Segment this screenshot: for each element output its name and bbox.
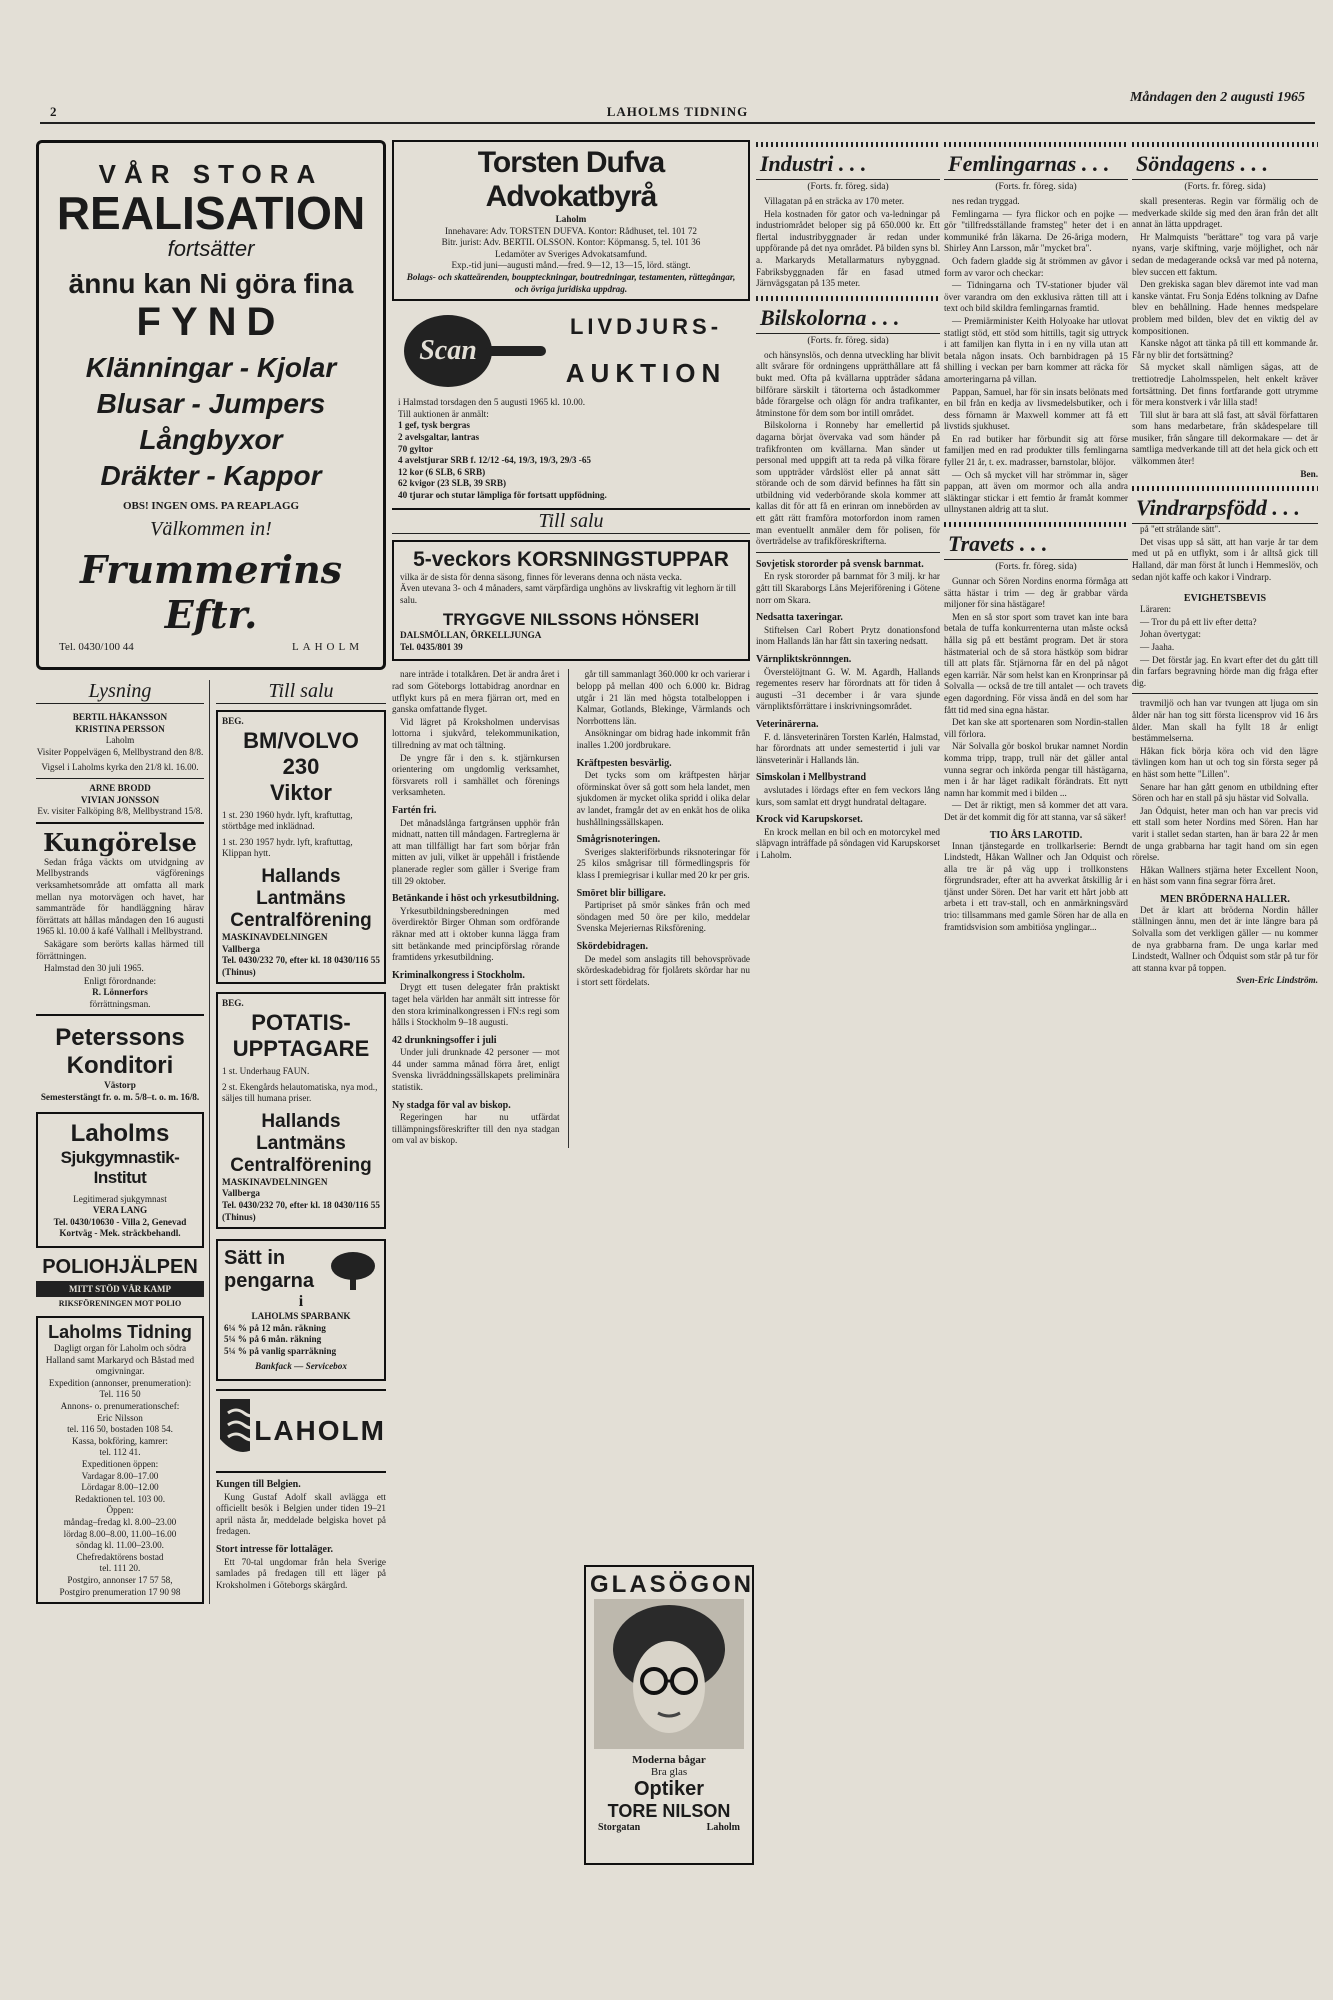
mid-c1-h2: Betänkande i höst och yrkesutbildning.: [392, 893, 559, 905]
lysning-name-2a: ARNE BRODD: [89, 782, 151, 793]
femlingarnas-p-2: Femlingarna — fyra flickor och en pojke — gör "tillfredsställande framsteg" heter det i en kommuniké från läkarna. De 26-åriga modern, Shirley Ann Larsson, mår "mycket bra".: [944, 208, 1128, 254]
realisation-item-4: Dräkter - Kappor: [100, 460, 322, 491]
sondagens-p-4: Kanske något att tänka på till ett kommande år. Får ny blir det fortsättning?: [1132, 338, 1318, 360]
page-header: [40, 90, 1315, 124]
advokat-l5: Bolags- och skatteärenden, bouppteckningar, boutredningar, testamenten, rättegångar, och övriga juridiska uppdrag.: [406, 271, 736, 294]
mid-c1-p2: Vid lägret på Kroksholmen undervisas lottorna i sjukvård, telekommunikation, tillredning av mat och tältning.: [392, 716, 560, 751]
advokat-l1: Innehavare: Adv. TORSTEN DUFVA. Kontor: Rådhuset, tel. 101 72: [444, 225, 698, 236]
glasogon-l2: Bra glas: [650, 1766, 688, 1778]
mid-c2-h2: Smågrisnoteringen.: [576, 834, 661, 846]
volvo-org5: Vallberga: [222, 943, 260, 954]
kyckling-title: 5-veckors KORSNINGSTUPPAR: [413, 547, 729, 571]
femlingarnas-title: Femlingarnas . . .: [944, 149, 1128, 180]
glasogon-l4: TORE NILSON: [607, 1801, 731, 1821]
auktion-item-1: 1 gef, tysk bergras: [398, 420, 470, 431]
lysning-visit-1: Visiter Poppelvägen 6, Mellbystrand den 8/8.: [36, 746, 204, 757]
realisation-obs: OBS! INGEN OMS. PA REAPLAGG: [122, 500, 300, 512]
tree-icon: [328, 1250, 378, 1290]
tidning-row-6: Kassa, bokföring, kamrer:: [72, 1435, 168, 1446]
glasogon-ad: [584, 1565, 754, 1865]
lysning-visit-2: Ev. visiter Falköping 8/8, Mellbystrand 15/8.: [37, 806, 203, 817]
auktion-item-7: 40 tjurar och stutar lämpliga för fortsatt uppfödning.: [398, 489, 607, 500]
advokat-l3: Ledamöter av Sveriges Advokatsamfund.: [494, 248, 648, 259]
auktion-title2: AUKTION: [565, 357, 727, 388]
auktion-item-6: 62 kvigor (23 SLB, 39 SRB): [398, 478, 507, 489]
sparbank-name: LAHOLMS SPARBANK: [251, 1311, 351, 1322]
mid-c1-b4: Under juli drunknade 42 personer — mot 44 under samma månad förra året, enligt Svenska livräddningssällskapets preliminära statistik.: [392, 1047, 560, 1093]
tidning-row-16: Chefredaktörens bostad: [76, 1551, 164, 1562]
volvo-title: BM/VOLVO 230: [243, 727, 359, 779]
c3-h5: Simskolan i Mellbystrand: [756, 772, 867, 784]
kyckling-name: TRYGGVE NILSSONS HÖNSERI: [442, 610, 700, 630]
industri-p2: Hela kostnaden för gator och va-ledningar på industriområdet beloper sig på 650.000 kr. Ett flertal industribyggnader är redan under uppförande på det nya området. På bilden syns bl. a. Markaryds Metallarmaturs nybyggnad. Fabriksbyggnaden får en fasad utmed Järnvägsgatan på 135 meter.: [756, 208, 940, 289]
tidning-row-10: Lördagar 8.00–12.00: [81, 1482, 159, 1493]
glasogon-l6: Laholm: [706, 1822, 740, 1833]
tidning-row-5: tel. 116 50, bostaden 108 54.: [67, 1424, 173, 1435]
realisation-title: REALISATION: [56, 187, 366, 239]
industri-forts: (Forts. fr. föreg. sida): [807, 182, 889, 192]
c3-b3: Överstelöjtnant G. W. M. Agardh, Hallands regementes reserv har förordnats att för tiden å augusti –31 december i år vara sjunde värnpliktsförrättare i inskrivningsområdet.: [756, 666, 940, 712]
coat-of-arms-icon: [216, 1395, 250, 1467]
woman-with-glasses-image: [594, 1599, 744, 1749]
mid-c2-h4: Skördebidragen.: [576, 940, 648, 952]
volvo-beg: BEG.: [222, 716, 244, 726]
volvo-title2: Viktor: [270, 779, 332, 805]
right-body-p-3: Senare har han gått genom en utbildning efter Sören och har en stall på sju hästar vid Solvalla.: [1132, 781, 1318, 804]
auktion-intro: i Halmstad torsdagen den 5 augusti 1965 kl. 10.00.: [398, 397, 586, 408]
bilskolorna-p2: Bilskolorna i Ronneby har emellertid på dagarna börjat övervaka vad som händer på trafikfronten om kvällarna. Man sänder ut personal med uppgift att ta reda på vilka förare som uppträder vårdslöst eller på annat sätt störande och de som därvid befinnes ha fått sin utbildning vid vederbörande skola kommer att kallas dit för att få en erinran om innebörden av ett gått rätt framföra motorfordon inom ramen man eventuellt anmäler dem för polisen, för överträdelse av trafikföreskrifterna.: [756, 420, 940, 547]
tidning-row-9: Vardagar 8.00–17.00: [81, 1470, 159, 1481]
auktion-item-2: 2 avelsgaltar, lantras: [398, 431, 480, 442]
volvo-item-1: 1 st. 230 1960 hydr. lyft, kraftuttag, störtbåge med inklädnad.: [222, 809, 353, 832]
advokat-title: Torsten Dufva Advokatbyrå: [477, 146, 665, 213]
c3-b6: En krock mellan en bil och en motorcykel med släpvagn inträffade på söndagen vid Karupskorset i Laholm.: [756, 826, 940, 860]
right-body-p-4: Jan Ödquist, heter man och han var precis vid ett stall som heter Nordins med Sören. Han har varit i stallet sedan starten, han är bara 22 år men de unga grabbarna har tagit hand om sin egen rörelse.: [1132, 805, 1318, 863]
c3-h4: Veterinärerna.: [756, 718, 819, 730]
lysning-vigsel: Vigsel i Laholms kyrka den 21/8 kl. 16.00.: [41, 762, 199, 773]
mid-c1-b2: Yrkesutbildningsberedningen med överdirektör Birger Ohman som ordförande räknar med att i oktober kunna lägga fram sitt betänkande med principförslag rörande framtidens yrkesutbildning.: [392, 905, 560, 963]
mid-c2-p2: Ansökningar om bidrag hade inkommit från inalles 1.200 jordbrukare.: [576, 728, 750, 751]
glasogon-l1: Moderna bågar: [632, 1754, 706, 1766]
c3-h2: Nedsatta taxeringar.: [756, 612, 843, 624]
realisation-line3: fortsätter: [167, 236, 255, 261]
kyckling-addr: DALSMÖLLAN, ÖRKELLJUNGA: [400, 630, 542, 641]
potatis-org6: Tel. 0430/232 70, efter kl. 18 0430/116 55 (Thinus): [222, 1199, 380, 1222]
kungorelse-text2: Sakägare som berörts kallas härmed till förrättningen.: [36, 938, 204, 961]
laholm-wordmark: LAHOLM: [254, 1415, 386, 1447]
mid-c1-b1: Det månadslånga fartgränsen upphör från midnatt, natten till måndagen. Fartreglerna är att man tillfälligt har fart som börjar från mitten av juli, vilket är uppehåll i fristående planerade regler som gäller i Sverige fram till 29 oktober.: [392, 817, 560, 886]
tidning-sub: Dagligt organ för Laholm och södra Halland samt Markaryd och Båstad med omgivningar.: [45, 1343, 195, 1377]
issue-date: Måndagen den 2 augusti 1965: [1129, 90, 1305, 105]
sparbank-rate-3: 5¼ % på vanlig sparräkning: [224, 1345, 337, 1356]
sondagens-p-2: Hr Malmquists "berättare" tog vara på varje nyans, varje skiftning, varje möjlighet, och när sedan de medagerande också var med på noterna, blev succen ett faktum.: [1132, 231, 1318, 277]
sondagens-title: Söndagens . . .: [1132, 149, 1318, 180]
sjukgym-l5: Tel. 0430/10630 - Villa 2, Genevad: [53, 1216, 187, 1227]
tio-ar-title: TIO ÅRS LAROTID.: [989, 829, 1083, 841]
right-body-p-1: travmiljö och han var tvungen att ljuga om sin ålder när han tog sitt första licensprov vid 16 års ålder. Man skall ha fyllt 18 år enligt bestämmelserna.: [1132, 698, 1318, 744]
femlingarnas-p-7: En rad butiker har förbundit sig att förse familjen med en rad produkter tills femlingarna fyller 21 år, t. ex. madrasser, barnstolar, blöjor.: [944, 433, 1128, 468]
mid-c2-b4: De medel som anslagits till behovsprövade skördeskadebidrag för fjolårets skördar har nu i stort sett fördelats.: [576, 953, 750, 987]
lysning-title: Lysning: [36, 680, 204, 704]
evighet-p-1: Läraren:: [1140, 604, 1172, 615]
kungorelse-name: R. Lönnerfors: [92, 987, 148, 998]
bilskolorna-forts: (Forts. fr. föreg. sida): [807, 335, 889, 346]
tidning-row-8: Expeditionen öppen:: [81, 1458, 159, 1469]
femlingarnas-p-8: — Och så mycket vill har strömmar in, säger pappan, att även om mormor och alla andra släktingar stickar i ett femtio år framåt kommer ullnystanen aldrig att ta slut.: [944, 469, 1128, 515]
auktion-title1: LIVDJURS-: [569, 313, 723, 339]
femlingarnas-p-3: Och fadern gladde sig åt strömmen av gåvor i form av varor och checkar:: [944, 255, 1128, 278]
mid-c2-h3: Smöret blir billigare.: [576, 887, 666, 899]
industri-title: Industri . . .: [756, 149, 940, 180]
potatis-title2: UPPTAGARE: [232, 1035, 370, 1061]
kungorelse-text: Sedan fråga väckts om utvidgning av Mellbystrands vägförenings verksamhetsområde att omfatta all mark mellan nya motorvägen och havet, har sammanträde för handläggning härav förrättats att hållas måndagen den 16 augusti 1965 kl. 10.00 å kafé Vallhall i Mellbystrand.: [36, 856, 204, 937]
page-number: 2: [50, 104, 57, 119]
men-text: Det är klart att bröderna Nordin håller ställningen ännu, men det är inte längre bara på Solvalla som det verkligen gäller — nu kommer de nya grabbarna fram. De unga karlar med Lindstedt, Wallner och Ödquist som står på tur för att stanna kvar på toppen.: [1132, 904, 1318, 973]
sparbank-l2: pengarna: [224, 1270, 315, 1293]
sparbank-rate-2: 5¼ % på 6 mån. räkning: [224, 1334, 322, 1345]
femlingarnas-p-1: nes redan tryggad.: [952, 196, 1020, 206]
sondagens-p-6: Till slut är bara att slå fast, att såväl författaren som hans medarbetare, från skådespelare till musiker, från sångare till dekormakare — det är samtliga medverkande till att det hela gick och ett välkommen åter!: [1132, 409, 1318, 467]
lysning-name-1b: KRISTINA PERSSON: [75, 723, 165, 734]
kyckling-tel: Tel. 0435/801 39: [400, 641, 463, 652]
evighet-p-3: Johan övertygat:: [1140, 629, 1201, 640]
kungen-head: Kungen till Belgien.: [216, 1479, 301, 1491]
vindrarp-p1: på "ett strålande sätt".: [1140, 524, 1221, 535]
mid-c1-h5: Ny stadga för val av biskop.: [392, 1099, 511, 1111]
left-ad-column: [36, 140, 386, 1980]
auktion-item-5: 12 kor (6 SLB, 6 SRB): [398, 466, 486, 477]
tidning-row-15: söndag kl. 11.00–23.00.: [76, 1540, 164, 1551]
mid-c1-p1: nare inträde i totalkåren. Det är andra året i rad som Göteborgs lottabidrag anordnar en utflykt kurs på en mera fjärran ort, med en ganska omfattande flyget.: [392, 669, 560, 715]
potatis-org2: Lantmäns: [256, 1132, 346, 1154]
mid-c1-h1: Fartén fri.: [392, 805, 437, 816]
travets-title: Travets . . .: [944, 529, 1128, 560]
bilskolorna-title: Bilskolorna . . .: [756, 303, 940, 334]
sjukgym-l1: Laholms: [70, 1119, 170, 1147]
industri-p1: Villagatan på en sträcka av 170 meter.: [764, 196, 905, 206]
volvo-org4: MASKINAVDELNINGEN: [222, 931, 328, 942]
volvo-org2: Lantmäns: [256, 887, 346, 909]
mid-c1-h4: 42 drunkningsoffer i juli: [392, 1034, 497, 1046]
tidning-row-14: lördag 8.00–8.00, 11.00–16.00: [63, 1528, 177, 1539]
tidning-title: Laholms Tidning: [48, 1322, 192, 1343]
konditori-closed: Semesterstängt fr. o. m. 5/8–t. o. m. 16/8.: [40, 1092, 200, 1103]
kyckling-text: vilka är de sista för denna säsong, finnes för leverans denna och nästa vecka.: [400, 571, 682, 582]
sondagens-sign: Ben.: [1300, 468, 1318, 479]
bilskolorna-p1: och hänsynslös, och denna utveckling har blivit allt svårare för ordningens upprätthållare att få bukt med. Ofta på kvällarna uppträder sådana bilförare särskilt i tätorterna och åstadkommer både förargelse och olägn för andra trafikanter, åtminstone för dem som bor intill området.: [756, 349, 940, 418]
potatis-beg: BEG.: [222, 998, 244, 1009]
c3-h6: Krock vid Karupskorset.: [756, 814, 863, 826]
right-body-p-2: Håkan fick börja köra och vid den lägre tävlingen kom han ut och tog sin första seger på en häst som hette "Lillen".: [1132, 745, 1318, 779]
glasogon-l5: Storgatan: [598, 1822, 641, 1833]
realisation-item-2: Blusar - Jumpers: [96, 388, 326, 419]
tidning-row-18: Postgiro, annonser 17 57 58,: [67, 1574, 173, 1585]
femlingarnas-forts: (Forts. fr. föreg. sida): [995, 182, 1077, 192]
tidning-row-7: tel. 112 41.: [99, 1447, 141, 1458]
mid-c1-p3: De yngre får i den s. k. stjärnkursen orientering om ungdomlig verksamhet, försvarets roll i samhället och förenings verksamheten.: [392, 752, 560, 798]
sparbank-rate-1: 6¼ % på 12 mån. räkning: [224, 1322, 326, 1333]
c3-b4: F. d. länsveterinären Torsten Karlén, Halmstad, har förordnats att under semestertid i juli var länsveterinär i Hallands län.: [756, 731, 940, 765]
tio-ar-text: Innan tjänstegarde en trollkarlserie: Berndt Lindstedt, Håkan Wallner och Jan Odquist och alla tre är på väg upp i trollkonstens förgrundsrader, efter att ha avverkat åtskillig år i tjänst under Sören. Det har varit ett hårt jobb att arbeta i ett trav-stall, och en anmärkningsvärd trio: tillsammans med gamle Sören har de alla en framtidsvision som ambitiösa ynglingar...: [944, 840, 1128, 932]
potatis-org4: MASKINAVDELNINGEN: [222, 1176, 328, 1187]
realisation-fynd: FYND: [136, 300, 286, 344]
c3-h3: Värnpliktskrönnngen.: [756, 654, 852, 665]
potatis-org1: Hallands: [261, 1110, 341, 1132]
potatis-item-2: 2 st. Ekengårds helautomatiska, nya mod., säljes till humana priser.: [222, 1081, 378, 1104]
potatis-org5: Vallberga: [222, 1188, 260, 1199]
mid-c2-h1: Kräftpesten besvärlig.: [576, 757, 672, 769]
sjukgym-l6: Kortväg - Mek. sträckbehandl.: [59, 1228, 181, 1239]
realisation-town: LAHOLM: [291, 641, 363, 653]
scan-text: Scan: [419, 335, 477, 367]
mid-c1-h3: Kriminalkongress i Stockholm.: [392, 969, 525, 981]
men-title: MEN BRÖDERNA HALLER.: [1160, 893, 1290, 905]
evighet-title: EVIGHETSBEVIS: [1183, 593, 1267, 605]
kungorelse-date: Halmstad den 30 juli 1965.: [44, 963, 144, 974]
advokat-town: Laholm: [555, 214, 587, 224]
sparbank-services: Bankfack — Servicebox: [255, 1361, 347, 1372]
tidning-row-12: Öppen:: [106, 1505, 134, 1516]
lotta-text: Ett 70-tal ungdomar från hela Sverige samlades på fredagen till ett läger på Kroksholmen i Göteborgs skärgård.: [216, 1556, 386, 1590]
glasogon-title: GLASÖGON: [590, 1571, 755, 1598]
tidning-info: [36, 1316, 204, 1604]
lysning-name-1a: BERTIL HÅKANSSON: [72, 712, 168, 722]
tidning-row-4: Eric Nilsson: [97, 1412, 143, 1423]
kungen-text: Kung Gustaf Adolf skall avlägga ett officiellt besök i Belgien under tiden 19–21 april nästa år, meddelade belgiska hovet på fredagen.: [216, 1491, 386, 1537]
volvo-item-2: 1 st. 230 1957 hydr. lyft, kraftuttag, Klippan hytt.: [222, 836, 353, 859]
realisation-item-1: Klänningar - Kjolar: [85, 352, 337, 383]
potatis-item-1: 1 st. Underhaug FAUN.: [222, 1065, 310, 1076]
travets-p-4: När Solvalla gör boskol brukar namnet Nordin komma tripp, trapp, trull när det gäller antal vunna segrar och inkörda pengar till hästägarna, men i år har läget radikalt förändrats. Ett nytt namn har kommit med i bilden ...: [944, 741, 1128, 798]
sjukgym-l4: VERA LANG: [92, 1205, 148, 1216]
mid-c2-b1: Det tycks som om kräftpesten härjar oförminskat över så gott som hela landet, men sjukdomen är mycket olika spridd i olika delar av landet, framgår det av en enkät hos de olika hushållningssällskapen.: [576, 770, 750, 827]
lotta-head: Stort intresse för lottaläger.: [216, 1544, 334, 1556]
c3-h1: Sovjetisk stororder på svensk barnmat.: [756, 558, 924, 570]
kungorelse-title: Kungörelse: [43, 827, 197, 857]
kyckling-ad: [392, 540, 750, 662]
sondagens-p-1: skall presenteras. Regin var förmälig och de medverkade skilde sig med den äran från det allt annat än lätta uppdraget.: [1132, 196, 1318, 230]
volvo-org1: Hallands: [261, 865, 341, 887]
vindrarp-title: Vindrarpsfödd . . .: [1132, 493, 1318, 524]
auktion-sub: Till auktionen är anmält:: [398, 408, 489, 419]
femlingarnas-p-6: Pappan, Samuel, har för sin insats belönats med en bil från en kedja av livsmedelsbutiker, och i dess förnamn är Maxwell kommer att få ett livstids sjukhuset.: [944, 386, 1128, 432]
sparbank-l3: i: [298, 1293, 304, 1311]
kungorelse-auth: Enligt förordnande:: [83, 975, 157, 986]
potatis-org3: Centralförening: [230, 1154, 372, 1176]
mid-c1-b3: Drygt ett tusen delegater från praktiskt taget hela världen har anmält sitt intresse för den stora kriminalkongressen i FN:s regi som hålls i Stockholm 9–18 augusti.: [392, 982, 560, 1028]
kyckling-text2: Även utevana 3- och 4 månaders, samt värpfärdiga unghöns av livskraftig vit leghorn är till salu.: [400, 583, 737, 605]
right-sign: Sven-Eric Lindström.: [1236, 975, 1318, 986]
advokat-l2: Bitr. jurist: Adv. BERTIL OLSSON. Kontor: Köpmansg. 5, tel. 101 36: [441, 237, 701, 248]
tillsalu2-title: Till salu: [392, 508, 750, 534]
column-4: [944, 140, 1128, 1980]
paper-name: LAHOLMS TIDNING: [606, 104, 749, 119]
tidning-row-1: Expedition (annonser, prenumeration):: [48, 1377, 192, 1388]
frummerins-logo: Frummerins Eftr.: [79, 547, 343, 637]
lysning-name-2b: VIVIAN JONSSON: [80, 794, 160, 805]
evighet-p-5: — Det förstår jag. En kvart efter det du gått till din farfars begravning hörde man dig fråga efter dig.: [1132, 654, 1318, 688]
tidning-row-11: Redaktionen tel. 103 00.: [74, 1493, 166, 1504]
travets-p-3: Det kan ske att sportenaren som Nordin-stallen vill förlora.: [944, 717, 1128, 739]
auktion-item-4: 4 avelstjurar SRB f. 12/12 -64, 19/3, 19/3, 29/3 -65: [398, 455, 592, 466]
femlingarnas-p-4: — Tidningarna och TV-stationer bjuder väl över varandra om den exklusiva rätten till att i text och bild skildra femlingarnas framtid.: [944, 280, 1128, 314]
tidning-row-13: måndag–fredag kl. 8.00–23.00: [63, 1516, 177, 1527]
c3-b2: Stiftelsen Carl Robert Prytz donationsfond inom Hallands län har fått sin taxering nedsatt.: [756, 624, 940, 647]
potatis-title: POTATIS-: [251, 1009, 351, 1035]
travets-p-5: — Det är riktigt, men så kommer det att vara. Det är det kommit dig för att stanna, var så säker!: [944, 800, 1128, 822]
sparbank-l1: Sätt in: [224, 1247, 286, 1270]
konditori-ad: [36, 1020, 204, 1107]
sondagens-p-3: Den grekiska sagan blev däremot inte vad man kanske väntat. Fru Sonja Edéns tolkning av Dafne blev en behållning. Hade hennes medspelare problem med bilden, blev det en viktig del av kompositionen.: [1132, 279, 1318, 336]
sjukgym-l3: Legitimerad sjukgymnast: [73, 1193, 167, 1204]
volvo-ad: [216, 710, 386, 984]
advokat-ad: [392, 140, 750, 301]
tillsalu-title: Till salu: [216, 680, 386, 704]
travets-p-2: Men en så stor sport som travet kan inte bara betala de tuffa konkurrenterna utan måste också hålla sig på ett bestämt program. Det är stora hästmaterial och de så stora hästköp som bidrar till att plats får. Stjärnorna får en del på något egen karriär. När som helst kan en Kronprinsar på Solvalla — också de tre till antalet — och travets egen dagordning. För vissa ändå en del som har fått tid med sina egna hästar.: [944, 611, 1128, 715]
konditori-place: Västorp: [104, 1080, 136, 1091]
lysning-town: Laholm: [105, 735, 135, 746]
realisation-item-3: Långbyxor: [139, 424, 283, 455]
femlingarnas-p-5: — Premiärminister Keith Holyoake har utlovat statligt stöd, ett stöd som hittills, tagit sig uttryck i att familjen kan flytta in i en ny villa utan att betala någon insats. Och barnbidragen på 15 shilling i veckan per barn kommer att räcka för amorteringarna på villan.: [944, 315, 1128, 384]
travets-p-1: Gunnar och Sören Nordins enorma förmåga att sätta hästar i trim — deg är grabbar värda miljoner för sina hästägare!: [944, 576, 1128, 610]
mid-c2-b2: Sveriges slakteriförbunds riksnoteringar för 25 kilos smågrisar till förmedlingspris för klass I premiegrisar i kullar med 20 kr per gris.: [576, 846, 750, 880]
polio-org: RIKSFÖRENINGEN MOT POLIO: [58, 1299, 182, 1309]
polio-banner: MITT STÖD VÅR KAMP: [36, 1281, 204, 1297]
sondagens-forts: (Forts. fr. föreg. sida): [1184, 182, 1266, 192]
potatis-ad: [216, 992, 386, 1229]
auktion-ad: [392, 311, 750, 501]
realisation-tel: Tel. 0430/100 44: [59, 641, 134, 653]
tidning-row-2: Tel. 116 50: [99, 1389, 141, 1400]
realisation-line4: ännu kan Ni göra fina: [68, 268, 354, 299]
volvo-org3: Centralförening: [230, 909, 372, 931]
column-5: [1132, 140, 1318, 1980]
tidning-row-3: Annons- o. prenumerationschef:: [60, 1401, 180, 1411]
evighet-p-2: — Tror du på ett liv efter detta?: [1140, 616, 1257, 627]
tidning-row-17: tel. 111 20.: [99, 1563, 141, 1574]
realisation-ad: [36, 140, 386, 670]
polio-ad: [36, 1256, 204, 1308]
realisation-welcome: Välkommen in!: [150, 518, 272, 540]
column-3: [756, 140, 940, 1980]
sjukgym-l2: Sjukgymnastik-Institut: [60, 1147, 180, 1187]
mid-c2-p1: går till sammanlagt 360.000 kr och varierar i belopp på mellan 400 och 6.000 kr. Bidrag utgår i 21 län med högsta totalbeloppen i Kalmar, Gotlands, Blekinge, Värmlands och Norrbottens län.: [576, 669, 750, 726]
scan-logo-icon: [398, 311, 548, 391]
travets-forts: (Forts. fr. föreg. sida): [995, 562, 1077, 573]
konditori-name: Peterssons: [55, 1024, 185, 1052]
volvo-org6: Tel. 0430/232 70, efter kl. 18 0430/116 55 (Thinus): [222, 955, 380, 977]
kungorelse-role: förrättningsman.: [89, 998, 151, 1009]
realisation-line1: VÅR STORA: [98, 159, 324, 189]
sondagens-p-5: Så mycket skall nämligen sägas, att de trettiotredje Laholmsspelen, helt enkelt kräver fortsättning. Det finns fortfarande gott utrymme för mera konstverk i vår lilla stad!: [1132, 362, 1318, 408]
konditori-label: Konditori: [66, 1052, 174, 1080]
tidning-row-19: Postgiro prenumeration 17 90 98: [59, 1586, 181, 1597]
right-body-p-5: Håkan Wallners stjärna heter Excellent Noon, en häst som vann fina segrar förra året.: [1132, 864, 1318, 887]
c3-b1: En rysk stororder på barnmat för 3 milj. kr har gått till Skaraborgs Läns Mejeriförening i Götene norr om Skara.: [756, 571, 940, 605]
evighet-p-4: — Jaaha.: [1140, 642, 1175, 652]
mid-c1-b5: Regeringen har nu utfärdat tillämpningsföreskrifter till den nya stadgan om val av biskop.: [392, 1112, 560, 1146]
glasogon-l3: Optiker: [633, 1778, 705, 1800]
advokat-l4: Exp.-tid juni—augusti månd.—fred. 9—12, 13—15, lörd. stängt.: [451, 260, 691, 271]
auktion-item-3: 70 gyltor: [398, 443, 433, 454]
vindrarp-p2: Det visas upp så sätt, att han varje år tar dem med ut på en utflykt, som i år alltså gick till Halland, där man först åt lunch i Hemmeslöv, och sedan njöt kaffe och kakor i Vindrarp.: [1132, 536, 1318, 582]
sjukgym-ad: [36, 1112, 204, 1248]
laholm-emblem: [216, 1389, 386, 1473]
mid-c2-b3: Partipriset på smör sänkes från och med söndagen med 50 öre per kilo, meddelar Svenska Mejeriernas Riksförening.: [576, 900, 750, 934]
c3-b5: avslutades i lördags efter en fem veckors lång kurs, som samlat ett drygt hundratal deltagare.: [756, 784, 940, 807]
sparbank-ad: [216, 1239, 386, 1381]
polio-title: POLIOHJÄLPEN: [42, 1256, 198, 1279]
